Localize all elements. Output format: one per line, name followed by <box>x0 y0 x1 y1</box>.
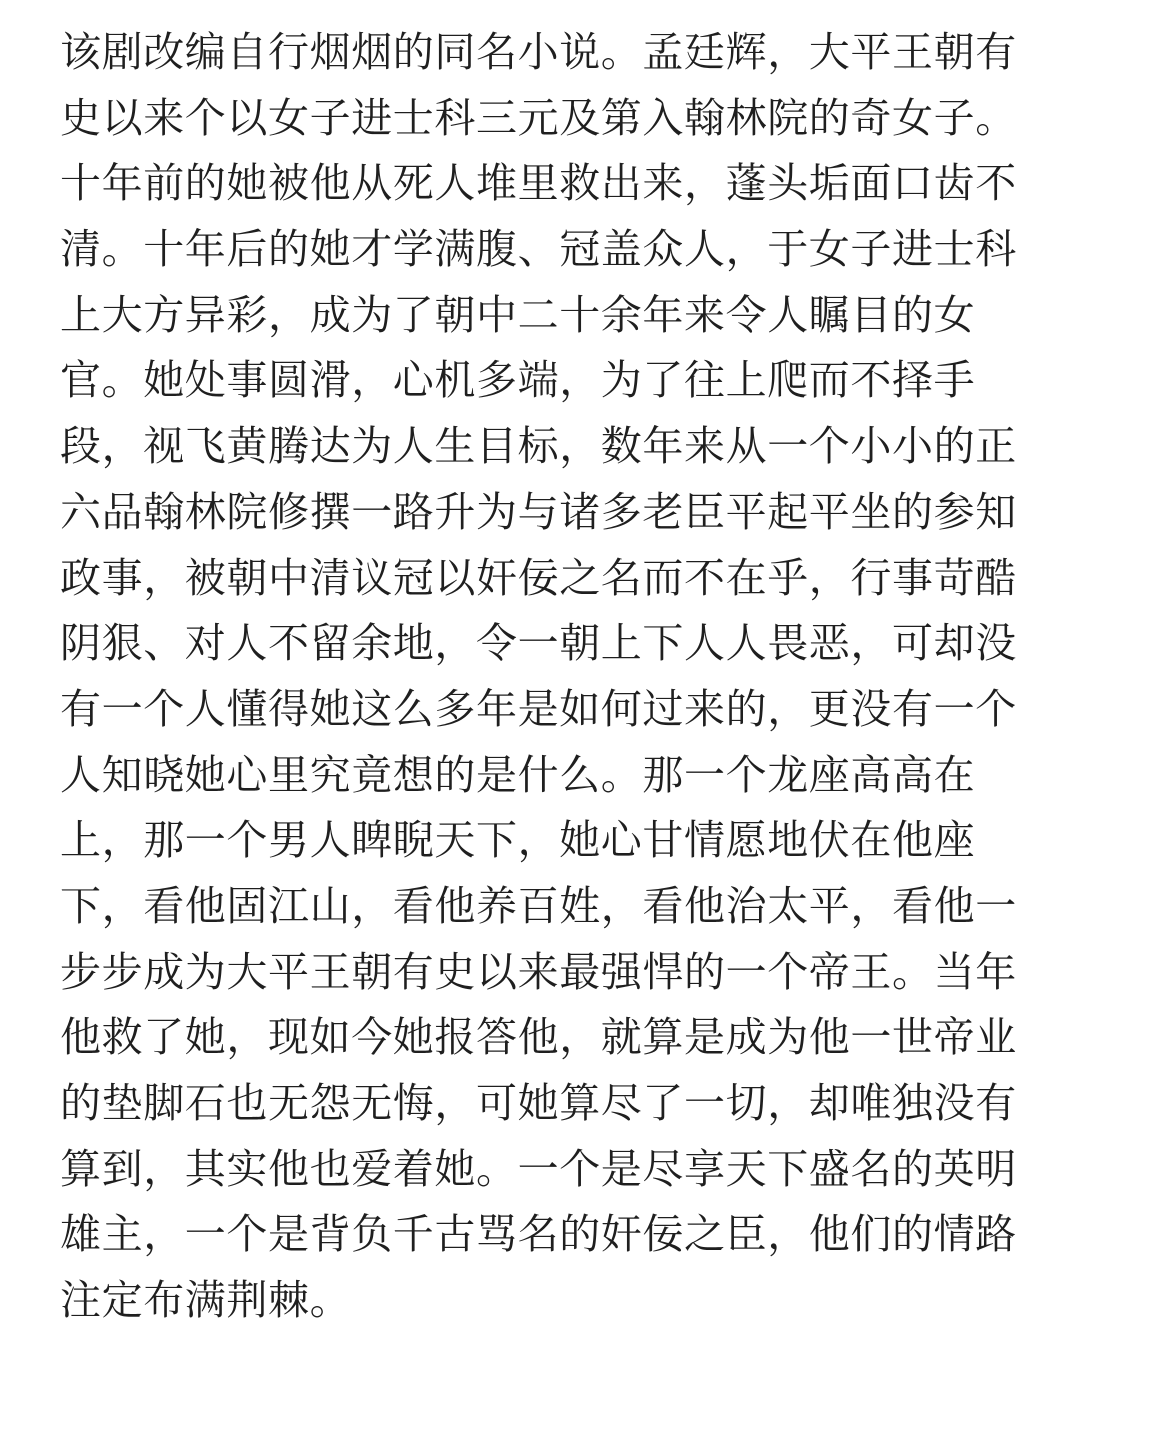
text-line: 人知晓她心里究竟想的是什么。那一个龙座高高在 <box>60 750 976 799</box>
text-line: 史以来个以女子进士科三元及第入翰林院的奇女子。 <box>60 93 1017 142</box>
text-line: 政事，被朝中清议冠以奸佞之名而不在乎，行事苛酷 <box>60 553 1017 602</box>
text-line: 有一个人懂得她这么多年是如何过来的，更没有一个 <box>60 684 1017 733</box>
text-line: 十年前的她被他从死人堆里救出来，蓬头垢面口齿不 <box>60 159 1017 208</box>
text-line: 注定布满荆棘。 <box>60 1276 352 1325</box>
text-line: 上大方异彩，成为了朝中二十余年来令人瞩目的女 <box>60 290 976 339</box>
text-line: 阴狠、对人不留余地，令一朝上下人人畏恶，可却没 <box>60 619 1017 668</box>
text-line: 段，视飞黄腾达为人生目标，数年来从一个小小的正 <box>60 422 1017 471</box>
article-body <box>60 20 1100 1334</box>
text-line: 上，那一个男人睥睨天下，她心甘情愿地伏在他座 <box>60 816 976 865</box>
text-line: 该剧改编自行烟烟的同名小说。孟廷辉，大平王朝有 <box>60 28 1017 76</box>
text-line: 雄主，一个是背负千古骂名的奸佞之臣，他们的情路 <box>60 1210 1017 1259</box>
text-line: 步步成为大平王朝有史以来最强悍的一个帝王。当年 <box>60 947 1017 996</box>
text-line: 清。十年后的她才学满腹、冠盖众人，于女子进士科 <box>60 225 1017 274</box>
text-line: 下，看他固江山，看他养百姓，看他治太平，看他一 <box>60 881 1017 930</box>
text-line: 他救了她，现如今她报答他，就算是成为他一世帝业 <box>60 1013 1017 1062</box>
text-line: 的垫脚石也无怨无悔，可她算尽了一切，却唯独没有 <box>60 1079 1017 1127</box>
text-line: 六品翰林院修撰一路升为与诸多老臣平起平坐的参知 <box>60 487 1017 536</box>
text-line: 算到，其实他也爱着她。一个是尽享天下盛名的英明 <box>60 1144 1017 1193</box>
text-line: 官。她处事圆滑，心机多端，为了往上爬而不择手 <box>60 356 976 405</box>
